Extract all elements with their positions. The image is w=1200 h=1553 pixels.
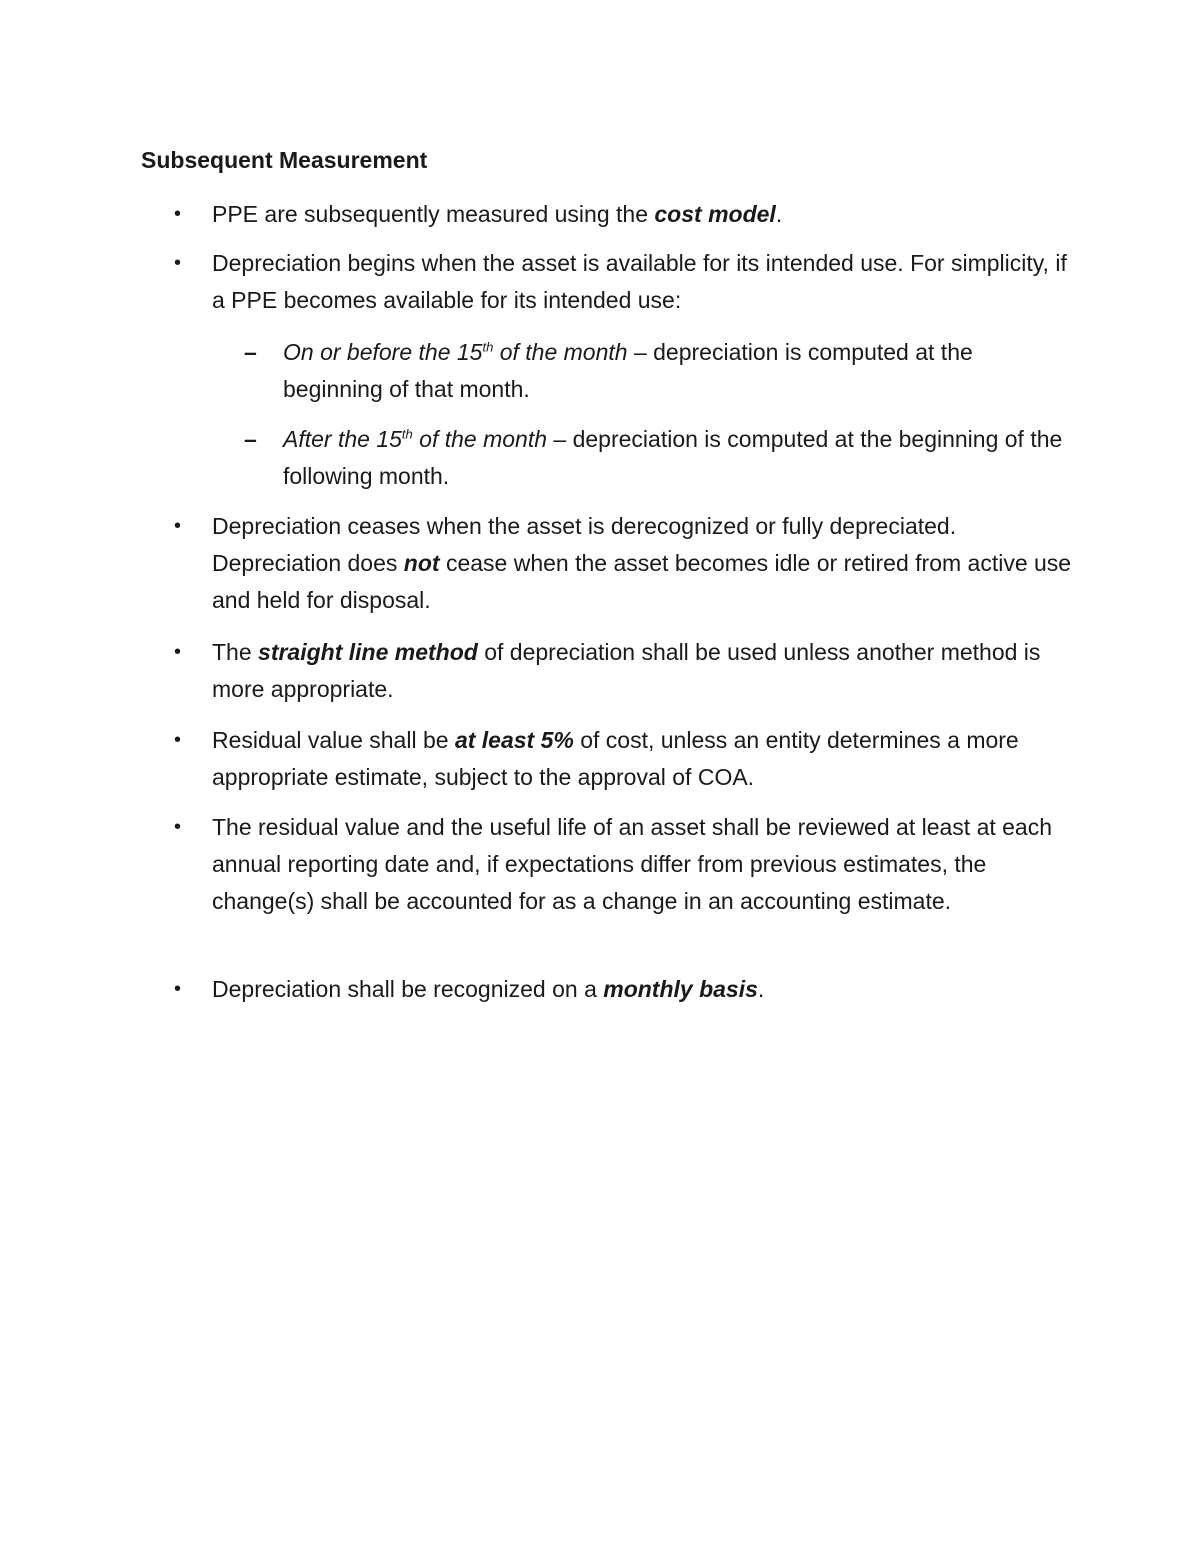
text-run: Residual value shall be [212,727,455,753]
emphasis-text: at least 5% [454,727,574,753]
text-run: Depreciation ceases when the asset is derecognized or fully depreciated. Depreciation does [212,513,957,576]
sub-list-item-text [283,334,1073,408]
list-item-text: The residual value and the useful life of an asset shall be reviewed at least at each annual reporting date and, if expectations differ from previous estimates, the change(s) shall be accounted for as a change in an accounting estimate. [212,814,1053,914]
text-run: cease when the asset becomes idle or retired from active use and held for disposal. [212,550,1072,613]
text-run: – depreciation is computed at the beginning of the following month. [283,426,1063,489]
italic-text: of the month [412,426,548,452]
emphasis-text: straight line method [258,639,478,665]
dash-icon: – [244,339,257,365]
bullet-icon: • [174,978,182,1000]
list-item-text [212,971,1072,1008]
bullet-icon: • [174,641,182,663]
sub-list-item-text [283,421,1073,495]
superscript-text: th [482,339,494,355]
text-run: of depreciation shall be used unless another method is more appropriate. [212,639,1041,702]
italic-text: of the month [493,339,628,365]
bullet-icon: • [174,729,182,751]
italic-text: On or before the 15 [283,339,483,365]
bullet-icon: • [174,515,182,537]
list-item-text [212,634,1072,708]
text-run: The [212,639,259,665]
list-item-text [212,196,1072,233]
superscript-text: th [401,426,413,442]
list-item-text: Depreciation begins when the asset is available for its intended use. For simplicity, if a PPE becomes available for its intended use: [212,250,1067,313]
list-item-text [212,508,1072,619]
section-heading: Subsequent Measurement [141,147,428,173]
italic-text: After the 15 [283,426,402,452]
emphasis-text: monthly basis [603,976,758,1002]
emphasis-text: not [403,550,440,576]
text-run: PPE are subsequently measured using the [212,201,655,227]
text-run: . [757,976,765,1002]
text-run: Depreciation shall be recognized on a [212,976,604,1002]
list-item-text [212,722,1072,796]
bullet-icon: • [174,816,182,838]
text-run: – depreciation is computed at the beginning of that month. [283,339,973,402]
text-run: . [775,201,783,227]
bullet-icon: • [174,252,182,274]
text-run: of cost, unless an entity determines a more appropriate estimate, subject to the approval of COA. [212,727,1019,790]
bullet-icon: • [174,203,182,225]
emphasis-text: cost model [654,201,776,227]
dash-icon: – [244,426,257,452]
